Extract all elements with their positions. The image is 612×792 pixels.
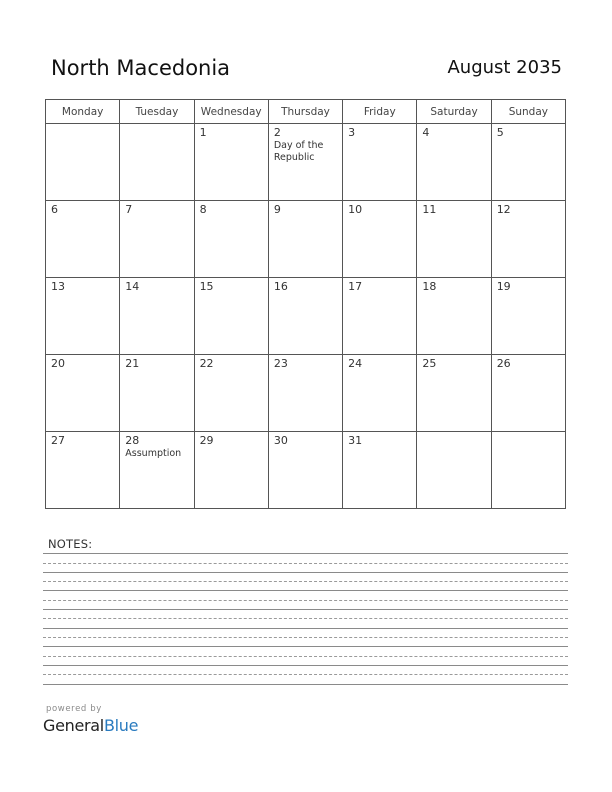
day-number: 10 [348, 203, 363, 216]
day-number: 4 [422, 126, 430, 139]
calendar-grid [45, 99, 566, 509]
notes-line [43, 590, 568, 591]
day-cell [268, 124, 342, 201]
day-number: 8 [199, 203, 207, 216]
notes-line [43, 628, 568, 629]
week-row [46, 201, 566, 278]
day-number: 28 [125, 434, 140, 447]
day-cell [268, 432, 342, 509]
day-cell [46, 432, 120, 509]
day-cell [120, 355, 194, 432]
day-number: 14 [125, 280, 140, 293]
day-number: 2 [273, 126, 281, 139]
day-cell [491, 124, 565, 201]
day-cell [417, 355, 491, 432]
day-cell [120, 201, 194, 278]
day-cell [268, 201, 342, 278]
notes-line [43, 637, 568, 638]
weekday-header: Wednesday [194, 100, 268, 124]
day-cell [343, 355, 417, 432]
day-cell [268, 278, 342, 355]
day-cell [194, 124, 268, 201]
day-number: 9 [273, 203, 281, 216]
notes-line [43, 609, 568, 610]
week-row [46, 124, 566, 201]
day-number: 5 [496, 126, 504, 139]
week-row [46, 355, 566, 432]
day-cell [194, 355, 268, 432]
day-number: 18 [422, 280, 437, 293]
day-cell [46, 201, 120, 278]
weekday-header: Friday [343, 100, 417, 124]
weekday-header: Tuesday [120, 100, 194, 124]
notes-label: NOTES: [48, 537, 93, 551]
day-number: 27 [51, 434, 65, 447]
week-row [46, 432, 566, 509]
day-cell [120, 278, 194, 355]
day-cell [343, 201, 417, 278]
day-cell [268, 355, 342, 432]
notes-line [43, 618, 568, 619]
weekday-header: Sunday [491, 100, 565, 124]
calendar-title: North Macedonia [51, 56, 231, 80]
day-number: 1 [199, 126, 207, 139]
day-cell [194, 201, 268, 278]
day-number: 31 [348, 434, 363, 447]
day-number: 7 [125, 203, 133, 216]
day-number: 13 [51, 280, 65, 293]
notes-line [43, 674, 568, 675]
day-cell [343, 124, 417, 201]
day-cell [491, 201, 565, 278]
day-cell [120, 432, 194, 509]
week-row [46, 278, 566, 355]
day-number: 29 [199, 434, 214, 447]
notes-line [43, 600, 568, 601]
powered-by-text: powered by [46, 704, 102, 714]
day-cell [491, 278, 565, 355]
generalblue-logo[interactable] [43, 716, 138, 735]
day-number: 20 [51, 357, 65, 370]
day-cell [491, 355, 565, 432]
notes-line [43, 646, 568, 647]
holiday-label: Day of the Republic [273, 140, 324, 163]
day-cell [417, 124, 491, 201]
notes-line [43, 553, 568, 554]
day-cell [46, 355, 120, 432]
day-number: 24 [348, 357, 363, 370]
day-number: 19 [496, 280, 511, 293]
day-number: 15 [199, 280, 214, 293]
weekday-header: Saturday [417, 100, 491, 124]
day-number: 17 [348, 280, 363, 293]
day-cell [417, 432, 491, 509]
day-cell [417, 278, 491, 355]
day-number: 22 [199, 357, 214, 370]
notes-line [43, 572, 568, 573]
notes-line [43, 581, 568, 582]
day-cell [46, 278, 120, 355]
day-cell [194, 432, 268, 509]
day-number: 23 [273, 357, 288, 370]
day-cell [343, 432, 417, 509]
day-number: 6 [51, 203, 58, 216]
notes-line [43, 563, 568, 564]
weekday-header: Thursday [268, 100, 342, 124]
day-number: 12 [496, 203, 511, 216]
day-number: 3 [348, 126, 356, 139]
day-cell [343, 278, 417, 355]
month-year: August 2035 [447, 57, 562, 78]
brand-blue-text: Blue [103, 716, 139, 735]
day-number: 21 [125, 357, 140, 370]
day-cell [417, 201, 491, 278]
notes-line [43, 684, 568, 685]
day-number: 11 [422, 203, 437, 216]
day-number: 25 [422, 357, 437, 370]
day-number: 26 [496, 357, 511, 370]
holiday-label: Assumption [125, 448, 182, 459]
day-cell [120, 124, 194, 201]
day-number: 16 [273, 280, 288, 293]
notes-line [43, 656, 568, 657]
weekday-header: Monday [46, 100, 120, 124]
brand-general-text: General [43, 716, 104, 735]
notes-line [43, 665, 568, 666]
weekday-header-row [46, 100, 566, 124]
day-cell [194, 278, 268, 355]
day-number: 30 [273, 434, 288, 447]
day-cell [46, 124, 120, 201]
day-cell [491, 432, 565, 509]
